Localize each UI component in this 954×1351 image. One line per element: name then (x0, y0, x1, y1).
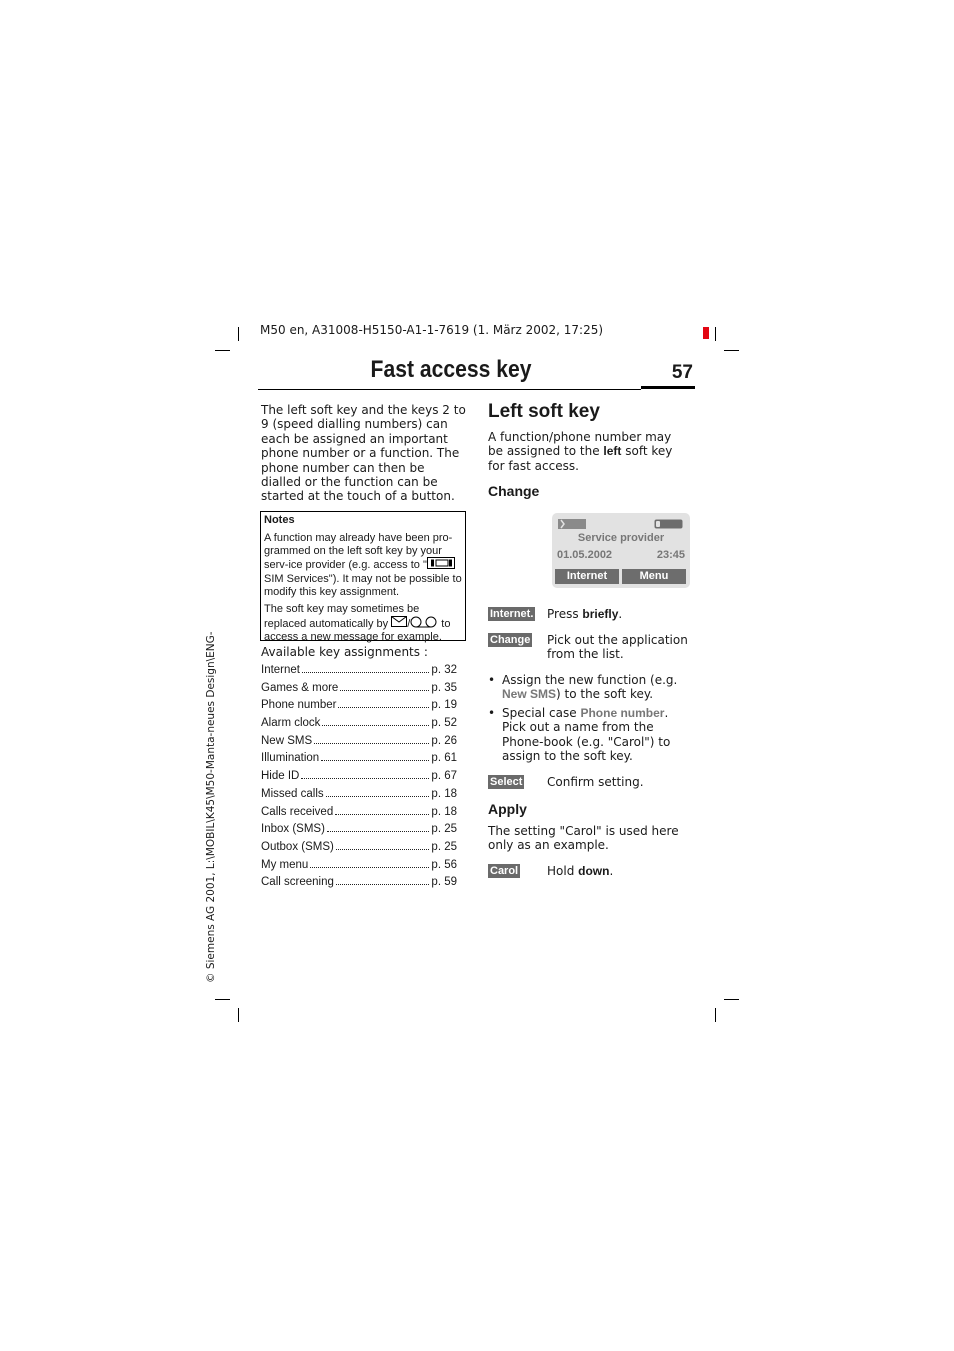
change-heading: Change (488, 483, 540, 499)
note-2: The soft key may sometimes be replaced automatically by / to access a new message for example. (264, 602, 451, 644)
carol-key: Carol (490, 865, 519, 877)
crop-mark (238, 1008, 239, 1022)
list-item: Missed calls p. 18 (261, 787, 457, 800)
envelope-icon (391, 616, 407, 631)
list-item: My menu p. 56 (261, 858, 457, 871)
list-item: Call screening p. 59 (261, 876, 457, 889)
document-meta: M50 en, A31008-H5150-A1-1-7619 (1. März 2002, 17:25) (260, 323, 604, 337)
crop-mark (215, 350, 230, 351)
phone-display (552, 513, 690, 588)
list-item: New SMS p. 26 (261, 734, 457, 747)
apply-heading: Apply (488, 801, 527, 817)
notes-box (260, 511, 466, 644)
select-key: Select (490, 776, 523, 788)
list-item: Phone number p. 19 (261, 699, 457, 712)
key-assignment-list (261, 664, 457, 894)
available-label: Available key assignments : (261, 645, 428, 659)
step-hold-down: Hold down. (547, 864, 614, 878)
crop-mark (215, 999, 230, 1000)
title-rule (258, 389, 641, 390)
display-date: 01.05.2002 (557, 549, 613, 561)
list-item: Hide ID p. 67 (261, 770, 457, 783)
crop-mark (724, 999, 739, 1000)
bullet-phone-number: • Special case Phone number. Pick out a name from the Phone-book (e.g. "Carol") to assign to the soft key. (488, 706, 671, 764)
section-heading: Left soft key (488, 401, 600, 422)
crop-mark (238, 327, 239, 341)
sidebar-copyright: © Siemens AG 2001, L:\MOBIL\K45\M50-Manta-neues Design\ENG- (205, 631, 217, 983)
step-pick-application: Pick out the application from the list. (547, 633, 688, 662)
softkey-menu: Menu (622, 569, 686, 584)
display-time: 23:45 (656, 549, 685, 561)
page-number: 57 (671, 362, 693, 383)
list-item: Games & more p. 35 (261, 681, 457, 694)
apply-text: The setting "Carol" is used here only as an example. (488, 824, 679, 853)
sim-services-icon (427, 557, 455, 573)
section-intro: A function/phone number may be assigned to the left soft key for fast access. (488, 430, 673, 473)
page-title: Fast access key (370, 356, 532, 383)
internet-key: Internet. (490, 608, 534, 620)
voicemail-icon (410, 616, 438, 632)
crop-mark (715, 1008, 716, 1022)
page-number-rule (641, 386, 695, 389)
step-confirm-setting: Confirm setting. (547, 775, 644, 789)
list-item: Alarm clock p. 52 (261, 717, 457, 730)
crop-mark (715, 327, 716, 341)
intro-paragraph: The left soft key and the keys 2 to 9 (speed dialling numbers) can each be assigned an important phone number or a function. The phone number can then be dialled or the function can be started at the touch of a button. (261, 403, 466, 504)
crop-mark (724, 350, 739, 351)
notes-title: Notes (264, 514, 295, 526)
service-provider-text: Service provider (577, 532, 665, 544)
list-item: Internet p. 32 (261, 664, 457, 676)
softkey-internet: Internet (555, 569, 619, 584)
list-item: Inbox (SMS) p. 25 (261, 823, 457, 836)
step-press-briefly: Press briefly. (547, 607, 623, 621)
list-item: Calls received p. 18 (261, 805, 457, 818)
list-item: Outbox (SMS) p. 25 (261, 840, 457, 853)
bullet-assign-function: • Assign the new function (e.g. New SMS) to the soft key. (488, 673, 678, 702)
note-1: A function may already have been pro-grammed on the left soft key by your serv-ice provider (e.g. access to " SIM Services"). It may not be possible to modify this key assignment. (264, 531, 462, 598)
change-key: Change (490, 634, 531, 646)
red-print-mark (703, 327, 709, 339)
list-item: Illumination p. 61 (261, 752, 457, 765)
